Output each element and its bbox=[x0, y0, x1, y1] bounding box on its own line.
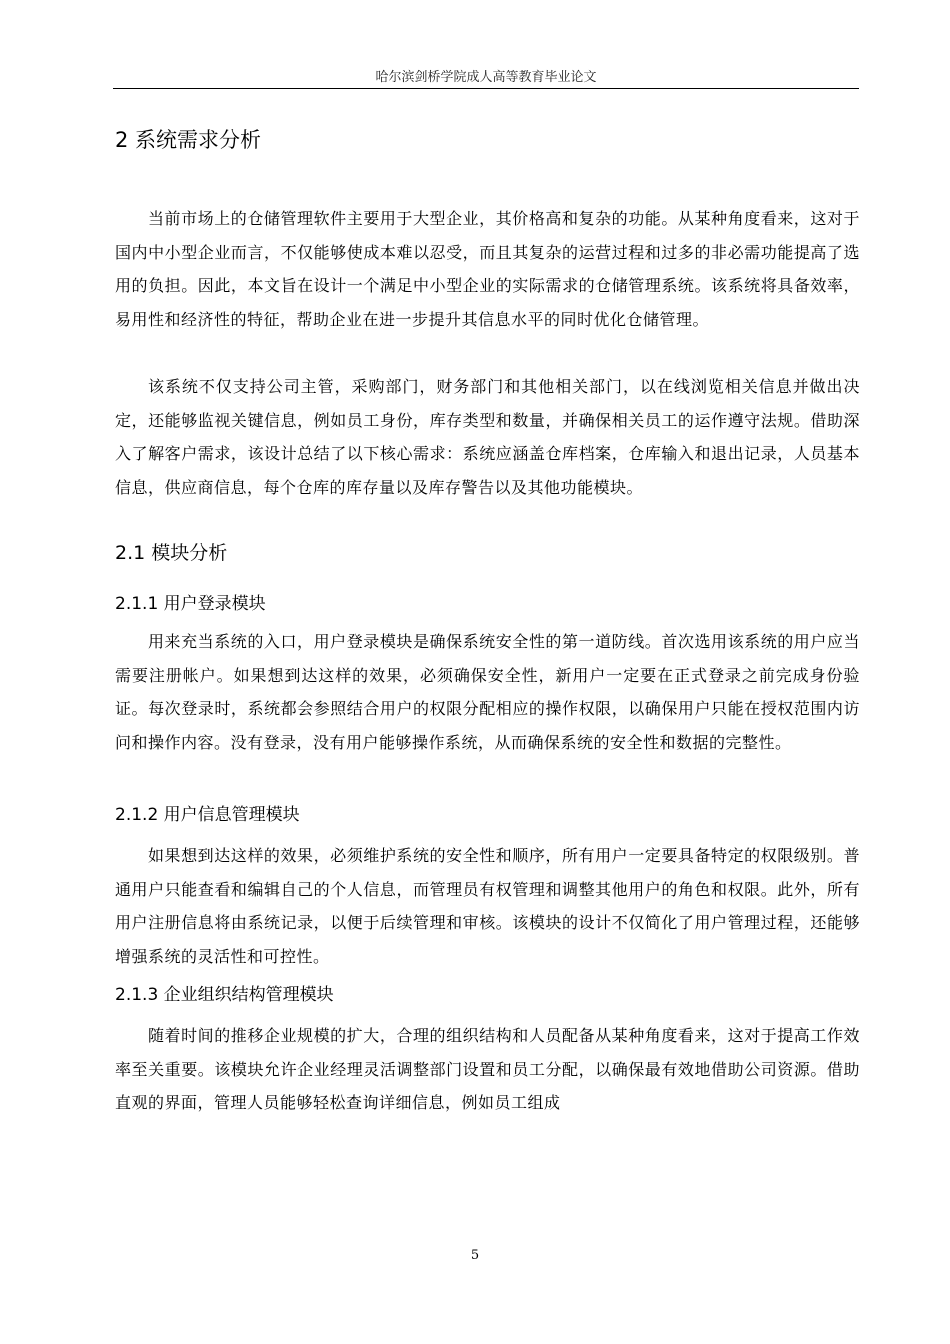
page-number: 5 bbox=[470, 1248, 480, 1263]
section-2-1-1-paragraph: 用来充当系统的入口，用户登录模块是确保系统安全性的第一道防线。首次选用该系统的用户应当需要注册帐户。如果想到达这样的效果，必须确保安全性，新用户一定要在正式登录之前完成身份验证。每次登录时，系统都会参照结合用户的权限分配相应的操作权限，以确保用户只能在授权范围内访问和操作内容。没有登录，没有用户能够操作系统，从而确保系统的安全性和数据的完整性。 bbox=[115, 632, 860, 752]
section-2-1-2-paragraph: 如果想到达这样的效果，必须维护系统的安全性和顺序，所有用户一定要具备特定的权限级别。普通用户只能查看和编辑自己的个人信息，而管理员有权管理和调整其他用户的角色和权限。此外，所有用户注册信息将由系统记录，以便于后续管理和审核。该模块的设计不仅简化了用户管理过程，还能够增强系统的灵活性和可控性。 bbox=[115, 846, 860, 966]
section-2-1-title: 2.1 模块分析 bbox=[115, 542, 228, 564]
chapter-title: 2 系统需求分析 bbox=[115, 128, 262, 152]
section-2-1-2-title: 2.1.2 用户信息管理模块 bbox=[115, 805, 300, 825]
intro-paragraph-1: 当前市场上的仓储管理软件主要用于大型企业，其价格高和复杂的功能。从某种角度看来，这对于国内中小型企业而言，不仅能够使成本难以忍受，而且其复杂的运营过程和过多的非必需功能提高了选用的负担。因此，本文旨在设计一个满足中小型企业的实际需求的仓储管理系统。该系统将具备效率，易用性和经济性的特征，帮助企业在进一步提升其信息水平的同时优化仓储管理。 bbox=[115, 209, 860, 329]
running-header: 哈尔滨剑桥学院成人高等教育毕业论文 bbox=[375, 70, 597, 85]
header-rule bbox=[113, 88, 859, 89]
intro-paragraph-2: 该系统不仅支持公司主管，采购部门，财务部门和其他相关部门，以在线浏览相关信息并做出决定，还能够监视关键信息，例如员工身份，库存类型和数量，并确保相关员工的运作遵守法规。借助深入了解客户需求，该设计总结了以下核心需求：系统应涵盖仓库档案，仓库输入和退出记录，人员基本信息，供应商信息，每个仓库的库存量以及库存警告以及其他功能模块。 bbox=[115, 377, 860, 497]
section-2-1-1-title: 2.1.1 用户登录模块 bbox=[115, 594, 266, 614]
section-2-1-3-title: 2.1.3 企业组织结构管理模块 bbox=[115, 985, 334, 1005]
section-2-1-3-paragraph: 随着时间的推移企业规模的扩大，合理的组织结构和人员配备从某种角度看来，这对于提高工作效率至关重要。该模块允许企业经理灵活调整部门设置和员工分配，以确保最有效地借助公司资源。借助直观的界面，管理人员能够轻松查询详细信息，例如员工组成 bbox=[115, 1026, 860, 1113]
